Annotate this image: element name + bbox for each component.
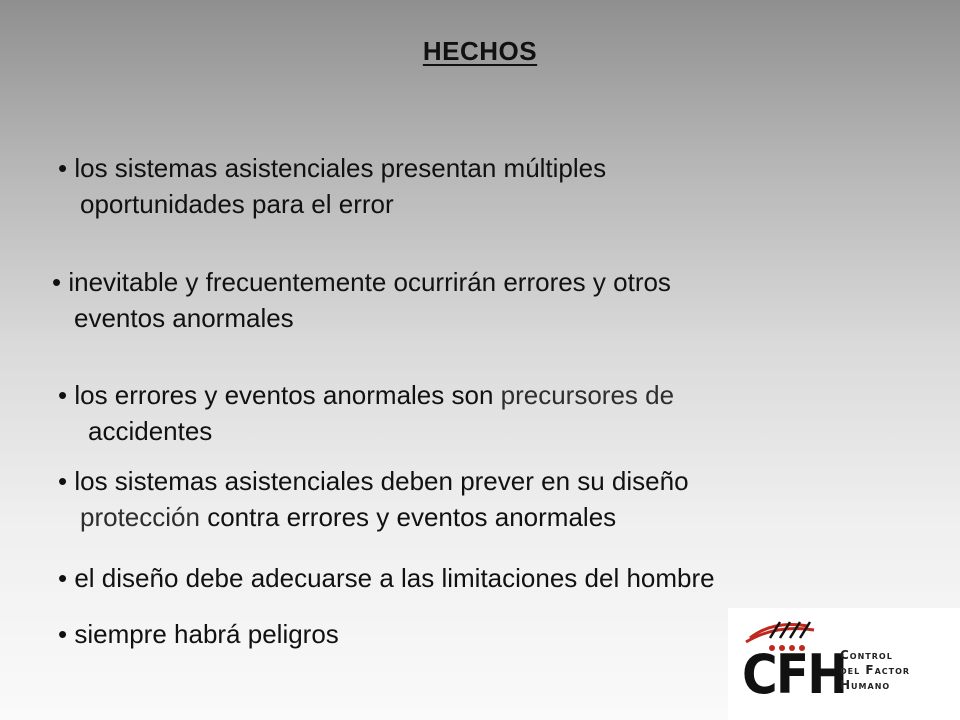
logo-letters: CFH [742, 643, 847, 706]
bullet-item [58, 463, 689, 535]
cfh-logo [728, 608, 960, 720]
bullet-text: • inevitable y frecuentemente ocurrirán errores y otros [52, 267, 671, 297]
bullet-line [58, 377, 674, 413]
logo-word: Humano [840, 678, 891, 692]
bullet-text: • los errores y eventos anormales son [58, 380, 501, 410]
logo-word: del Factor [840, 663, 911, 677]
bullet-item [58, 616, 339, 652]
emphasis-text-continuation: accidentes [88, 416, 213, 446]
bullet-item [58, 150, 606, 222]
bullet-text: • los sistemas asistenciales presentan múltiples [58, 153, 607, 183]
emphasis-text: protección [80, 502, 200, 532]
bullet-item [58, 560, 715, 596]
bullet-text: • el diseño debe adecuarse a las limitaciones del hombre [58, 563, 715, 593]
bullet-item [58, 377, 674, 449]
bullet-text-continuation: oportunidades para el error [80, 189, 394, 219]
slide-title: HECHOS [422, 36, 538, 66]
bullet-line [58, 499, 689, 535]
emphasis-text: precursores de [500, 380, 675, 410]
bullet-text: • siempre habrá peligros [58, 619, 339, 649]
bullet-item [52, 264, 671, 336]
bullet-text: • los sistemas asistenciales deben prever en su diseño [58, 466, 689, 496]
bullet-text-continuation: contra errores y eventos anormales [199, 502, 617, 532]
logo-word: Control [840, 648, 893, 662]
bullet-text-continuation: eventos anormales [74, 303, 294, 333]
logo-wordmark [840, 648, 910, 693]
